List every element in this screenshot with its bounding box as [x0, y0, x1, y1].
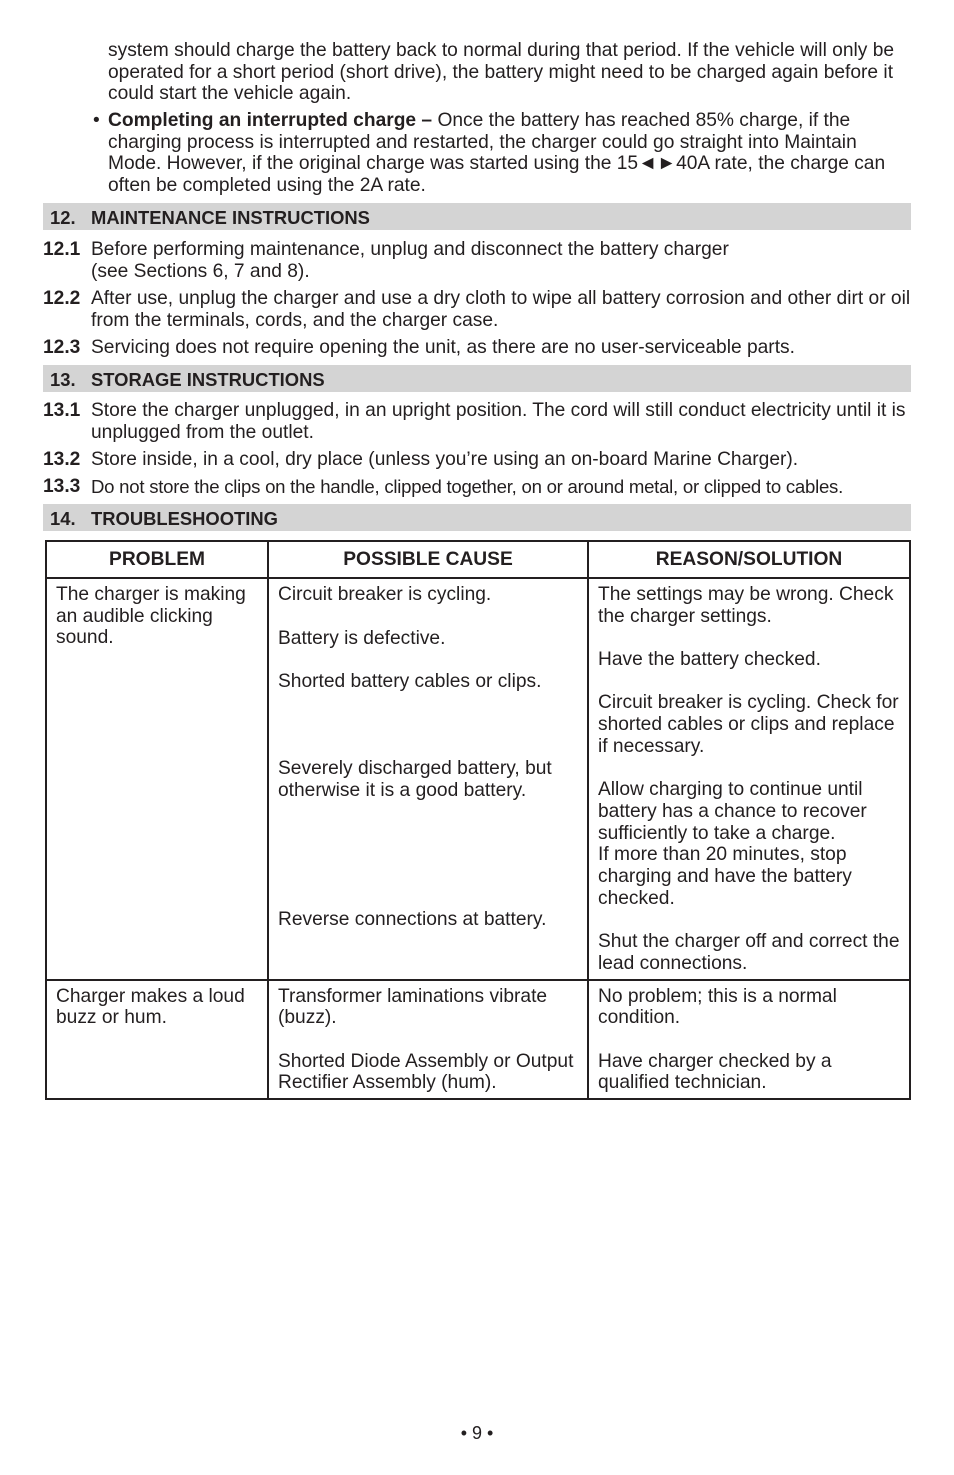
item-text: Store inside, in a cool, dry place (unless you’re using an on-board Marine Charger).	[91, 449, 799, 470]
section-number: 12.	[50, 207, 76, 228]
solution-entry: Circuit breaker is cycling. Check for shorted cables or clips and replace if necessary.	[598, 692, 899, 757]
item-text: Do not store the clips on the handle, clipped together, on or around metal, or clipped to cables.	[91, 476, 844, 497]
solution-cell	[588, 980, 910, 1100]
section-title: STORAGE INSTRUCTIONS	[91, 369, 325, 390]
table-row	[46, 578, 910, 980]
problem-cell: Charger makes a loud buzz or hum.	[46, 980, 268, 1100]
intro-continuation: system should charge the battery back to normal during that period. If the vehicle will only be operated for a short period (short drive), the battery might need to be charged again before it could start the vehicle again.	[108, 40, 895, 105]
solution-entry: The settings may be wrong. Check the charger settings.	[598, 584, 894, 627]
table-header-row	[46, 541, 910, 578]
cause-entry: Battery is defective.	[278, 627, 446, 649]
solution-entry: Have charger checked by a qualified technician.	[598, 1050, 832, 1094]
section-title: MAINTENANCE INSTRUCTIONS	[91, 207, 370, 228]
item-number: 12.2	[43, 288, 81, 309]
page-number: • 9 •	[460, 1423, 494, 1443]
item-text: After use, unplug the charger and use a dry cloth to wipe all battery corrosion and other dirt or oil from the terminals, cords, and the charger case.	[91, 288, 911, 331]
cause-entry: Shorted Diode Assembly or Output Rectifier Assembly (hum).	[278, 1050, 574, 1094]
section-number: 14.	[50, 508, 76, 529]
bullet-heading: Completing an interrupted charge –	[108, 110, 433, 131]
item-number: 13.2	[43, 449, 81, 470]
item-text	[91, 239, 921, 282]
cause-entry: Transformer laminations vibrate (buzz).	[278, 985, 548, 1029]
item-text: Servicing does not require opening the unit, as there are no user-serviceable parts.	[91, 337, 795, 358]
table-row	[46, 980, 910, 1100]
problem-cell: The charger is making an audible clicking sound.	[46, 578, 268, 980]
item-text-line1: Before performing maintenance, unplug and disconnect the battery charger	[91, 239, 729, 260]
cause-entry: Severely discharged battery, but otherwise it is a good battery.	[278, 757, 552, 801]
bullet-body: Once the battery has reached 85% charge, if the charging process is interrupted and restarted, the charger could go straight into Maintain Mode. However, if the original charge was started using the 15◄►40A rate, the charge can often be completed using the 2A rate.	[108, 110, 886, 197]
solution-entry: No problem; this is a normal condition.	[598, 985, 837, 1029]
item-number: 12.1	[43, 239, 81, 260]
item-number: 13.3	[43, 476, 81, 497]
section-14-header	[43, 504, 911, 531]
column-header-solution: REASON/SOLUTION	[588, 541, 910, 578]
cause-entry: Circuit breaker is cycling.	[278, 584, 492, 605]
column-header-cause: POSSIBLE CAUSE	[268, 541, 588, 578]
solution-entry	[598, 779, 901, 909]
cause-cell	[268, 578, 588, 980]
cause-entry: Reverse connections at battery.	[278, 909, 547, 931]
section-12-header	[43, 203, 911, 230]
cause-cell	[268, 980, 588, 1100]
section-number: 13.	[50, 369, 76, 390]
column-header-problem: PROBLEM	[46, 541, 268, 578]
item-text: Store the charger unplugged, in an upright position. The cord will still conduct electricity until it is unplugged from the outlet.	[91, 400, 906, 443]
solution-line: Allow charging to continue until battery has a chance to recover sufficiently to take a charge.	[598, 779, 867, 844]
troubleshooting-table	[45, 540, 911, 1100]
section-title: TROUBLESHOOTING	[91, 508, 278, 529]
item-number: 12.3	[43, 337, 81, 358]
bullet-symbol: •	[93, 110, 100, 131]
solution-entry: Have the battery checked.	[598, 649, 821, 671]
item-text-line2: (see Sections 6, 7 and 8).	[91, 260, 310, 282]
cause-entry: Shorted battery cables or clips.	[278, 671, 542, 693]
section-13-header	[43, 365, 911, 392]
solution-cell	[588, 578, 910, 980]
bullet-text	[108, 110, 913, 197]
solution-line: If more than 20 minutes, stop charging and have the battery checked.	[598, 844, 852, 909]
solution-entry: Shut the charger off and correct the lead connections.	[598, 931, 900, 974]
item-number: 13.1	[43, 400, 81, 421]
